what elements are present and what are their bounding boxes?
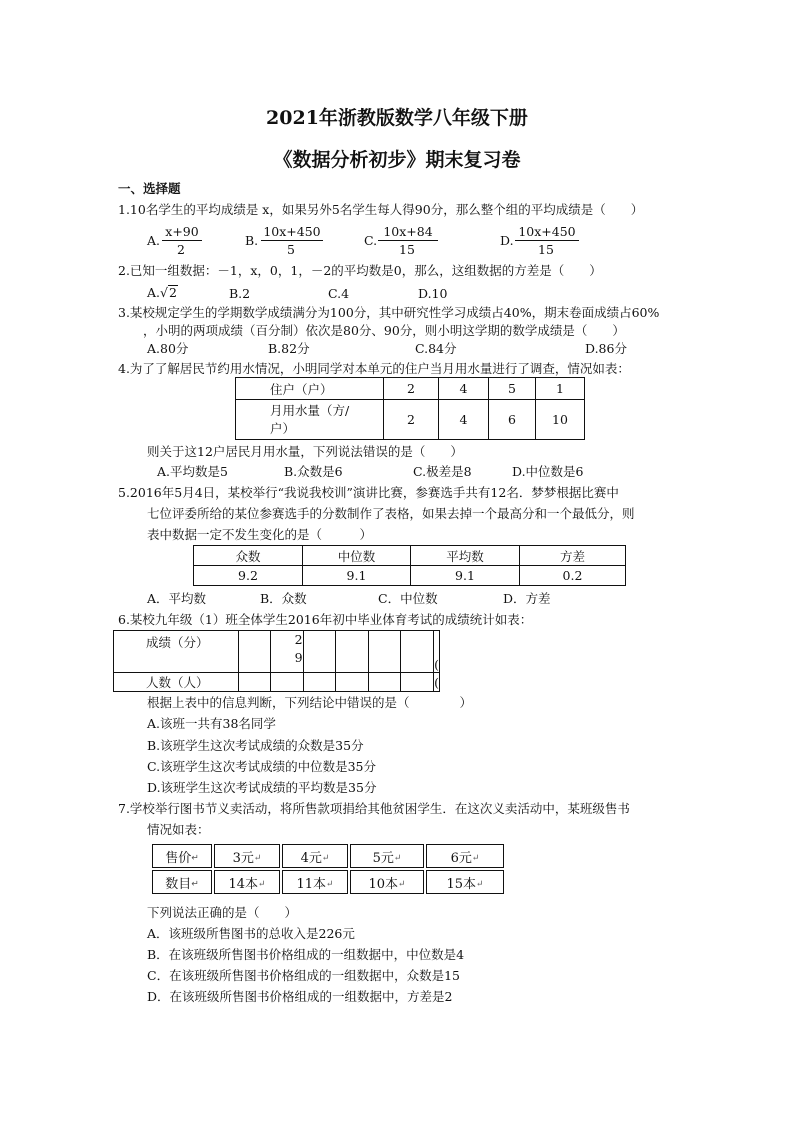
q6-option-a: A.该班一共有38名同学 bbox=[147, 716, 276, 731]
q6-option-c: C.该班学生这次考试成绩的中位数是35分 bbox=[147, 759, 376, 774]
q2-option-c: C.4 bbox=[328, 286, 350, 301]
table-row bbox=[152, 844, 504, 868]
table-cell bbox=[238, 673, 270, 692]
table-cell bbox=[336, 673, 369, 692]
table-cell bbox=[426, 870, 504, 894]
table-cell bbox=[238, 631, 270, 673]
question-5-stem-line1: 5.2016年5月4日，某校举行“我说我校训”演讲比赛，参赛选手共有12名．梦梦根据比赛中 bbox=[118, 485, 619, 500]
q5-option-a: A．平均数 bbox=[147, 591, 207, 606]
q2-option-a bbox=[147, 284, 178, 301]
cell-text: 14本 bbox=[228, 876, 258, 892]
question-7-stem-line2: 情况如表： bbox=[147, 822, 210, 837]
option-label: A. bbox=[147, 233, 161, 248]
q7-option-a: A．该班级所售图书的总收入是226元 bbox=[147, 926, 355, 941]
q5-option-c: C．中位数 bbox=[378, 591, 438, 606]
q4-follow-up: 则关于这12户居民月用水量，下列说法错误的是（ ） bbox=[147, 444, 463, 459]
cell-text: 11本 bbox=[296, 876, 326, 892]
question-6-stem: 6.某校九年级（1）班全体学生2016年初中毕业体育考试的成绩统计如表： bbox=[118, 612, 533, 627]
q2-option-d: D.10 bbox=[418, 286, 448, 301]
q4-option-d: D.中位数是6 bbox=[512, 464, 584, 479]
q4-option-b: B.众数是6 bbox=[284, 464, 343, 479]
q6-score-table bbox=[113, 630, 440, 692]
q7-option-c: C．在该班级所售图书价格组成的一组数据中，众数是15 bbox=[147, 968, 460, 983]
paragraph-mark-icon: ↵ bbox=[191, 853, 199, 863]
paragraph-mark-icon: ↵ bbox=[258, 879, 266, 889]
table-cell bbox=[350, 870, 424, 894]
q3-option-c: C.84分 bbox=[415, 341, 457, 356]
table-cell: 2 bbox=[384, 378, 439, 400]
row-header bbox=[152, 844, 212, 868]
row-header-line2: 户） bbox=[270, 420, 296, 436]
q6-follow-up: 根据上表中的信息判断，下列结论中错误的是（ ） bbox=[147, 695, 473, 710]
option-label: B. bbox=[245, 233, 259, 248]
table-cell bbox=[303, 673, 336, 692]
paragraph-mark-icon: ↵ bbox=[393, 853, 402, 863]
paragraph-mark-icon: ↵ bbox=[191, 879, 199, 889]
table-header-row bbox=[194, 546, 626, 566]
table-cell: 1 bbox=[536, 378, 585, 400]
q4-water-table bbox=[235, 377, 585, 440]
table-cell bbox=[214, 870, 280, 894]
sqrt-radicand: 2 bbox=[168, 285, 177, 300]
question-2-stem: 2.已知一组数据：－1，x，0，1，－2的平均数是0，那么，这组数据的方差是（ ） bbox=[118, 263, 602, 278]
question-1-stem: 1.10名学生的平均成绩是 x，如果另外5名学生每人得90分，那么整个组的平均成绩是（ ） bbox=[118, 202, 644, 217]
q4-option-a: A.平均数是5 bbox=[157, 464, 228, 479]
q6-option-d: D.该班学生这次考试成绩的平均数是35分 bbox=[147, 780, 377, 795]
question-7-stem-line1: 7.学校举行图书节义卖活动，将所售款项捐给其他贫困学生．在这次义卖活动中，某班级售书 bbox=[118, 801, 630, 816]
q7-option-b: B．在该班级所售图书价格组成的一组数据中，中位数是4 bbox=[147, 947, 465, 962]
table-cell: 9.1 bbox=[303, 566, 411, 586]
q3-option-a: A.80分 bbox=[147, 341, 189, 356]
table-cell bbox=[282, 844, 348, 868]
question-5-stem-line2: 七位评委所给的某位参赛选手的分数制作了表格，如果去掉一个最高分和一个最低分，则 bbox=[147, 506, 635, 521]
table-cell bbox=[350, 844, 424, 868]
paragraph-mark-icon: ↵ bbox=[471, 853, 480, 863]
fraction-denominator: 15 bbox=[399, 242, 415, 257]
question-4-stem: 4.为了了解居民节约用水情况，小明同学对本单元的住户当月用水量进行了调查，情况如表： bbox=[118, 361, 630, 376]
q6-option-b: B.该班学生这次考试成绩的众数是35分 bbox=[147, 738, 364, 753]
paragraph-mark-icon: ↵ bbox=[476, 879, 484, 889]
table-cell: 2 bbox=[384, 400, 439, 440]
cropped-digit: 2 bbox=[294, 632, 303, 647]
question-3-stem-line1: 3.某校规定学生的学期数学成绩满分为100分，其中研究性学习成绩占40%，期末卷面成绩占60% bbox=[118, 305, 660, 320]
column-header: 众数 bbox=[194, 546, 303, 566]
q7-option-d: D．在该班级所售图书价格组成的一组数据中，方差是2 bbox=[147, 989, 453, 1004]
table-cell: 4 bbox=[439, 400, 489, 440]
table-cell bbox=[336, 631, 369, 673]
option-label: A. bbox=[147, 285, 161, 300]
table-cell bbox=[270, 673, 303, 692]
question-3-stem-line2: ，小明的两项成绩（百分制）依次是80分、90分，则小明这学期的数学成绩是（ ） bbox=[143, 323, 625, 338]
q4-option-c: C.极差是8 bbox=[413, 464, 472, 479]
table-row bbox=[152, 870, 504, 894]
table-cell: ( bbox=[434, 631, 440, 673]
exam-title-line2: 《数据分析初步》期末复习卷 bbox=[273, 149, 521, 171]
q3-option-b: B.82分 bbox=[268, 341, 310, 356]
row-header: 人数（人） bbox=[114, 673, 239, 692]
table-cell: 4 bbox=[439, 378, 489, 400]
table-row bbox=[194, 566, 626, 586]
cropped-digit: 9 bbox=[294, 650, 303, 665]
row-header-text: 售价 bbox=[165, 850, 192, 866]
column-header: 平均数 bbox=[411, 546, 520, 566]
sqrt-icon: √ bbox=[160, 285, 168, 300]
row-header-line1: 月用水量（方/ bbox=[270, 402, 350, 418]
cell-text: 3元 bbox=[232, 850, 254, 866]
table-cell bbox=[214, 844, 280, 868]
table-row bbox=[114, 631, 440, 673]
cell-text: 6元 bbox=[450, 850, 472, 866]
table-cell bbox=[369, 631, 401, 673]
cell-text: 4元 bbox=[300, 850, 322, 866]
q3-option-d: D.86分 bbox=[585, 341, 627, 356]
option-label: C. bbox=[364, 233, 378, 248]
fraction-numerator: 10x+450 bbox=[515, 224, 579, 241]
table-cell bbox=[303, 631, 336, 673]
row-header bbox=[236, 400, 384, 440]
table-cell bbox=[401, 631, 434, 673]
paragraph-mark-icon: ↵ bbox=[326, 879, 334, 889]
fraction-numerator: 10x+450 bbox=[261, 224, 323, 241]
paragraph-mark-icon: ↵ bbox=[253, 853, 262, 863]
table-cell: 10 bbox=[536, 400, 585, 440]
cell-text: 10本 bbox=[368, 876, 398, 892]
table-row bbox=[114, 673, 440, 692]
table-cell bbox=[426, 844, 504, 868]
exam-title-line1: 2021年浙教版数学八年级下册 bbox=[266, 107, 528, 129]
table-cell: 6 bbox=[489, 400, 536, 440]
table-cell bbox=[401, 673, 434, 692]
fraction-denominator: 2 bbox=[177, 242, 185, 257]
fraction-denominator: 5 bbox=[287, 242, 295, 257]
table-cell: 9.1 bbox=[411, 566, 520, 586]
column-header: 方差 bbox=[520, 546, 626, 566]
q7-book-sales-table bbox=[150, 842, 506, 896]
table-cell: 9.2 bbox=[194, 566, 303, 586]
cell-text: 15本 bbox=[446, 876, 476, 892]
fraction-numerator: 10x+84 bbox=[378, 224, 438, 241]
row-header-text: 数目 bbox=[165, 876, 192, 892]
table-row bbox=[236, 378, 585, 400]
paragraph-mark-icon: ↵ bbox=[321, 853, 330, 863]
table-cell bbox=[282, 870, 348, 894]
q5-option-b: B．众数 bbox=[260, 591, 307, 606]
table-cell bbox=[369, 673, 401, 692]
q5-stats-table bbox=[193, 545, 626, 586]
row-header: 成绩（分） bbox=[114, 631, 239, 673]
table-cell: ( bbox=[434, 674, 439, 690]
table-row bbox=[236, 400, 585, 440]
column-header: 中位数 bbox=[303, 546, 411, 566]
table-cell: 5 bbox=[489, 378, 536, 400]
fraction-numerator: x+90 bbox=[162, 224, 202, 241]
paragraph-mark-icon: ↵ bbox=[398, 879, 406, 889]
question-5-stem-line3: 表中数据一定不发生变化的是（ ） bbox=[147, 527, 373, 542]
row-header: 住户（户） bbox=[236, 378, 384, 400]
q5-option-d: D．方差 bbox=[503, 591, 551, 606]
cell-text: 5元 bbox=[372, 850, 394, 866]
fraction-denominator: 15 bbox=[538, 242, 554, 257]
table-cell: 0.2 bbox=[520, 566, 626, 586]
section-heading: 一、选择题 bbox=[118, 181, 181, 196]
option-label: D. bbox=[500, 233, 514, 248]
row-header bbox=[152, 870, 212, 894]
q7-follow-up: 下列说法正确的是（ ） bbox=[147, 905, 298, 920]
q2-option-b: B.2 bbox=[229, 286, 251, 301]
table-cell bbox=[270, 631, 303, 673]
